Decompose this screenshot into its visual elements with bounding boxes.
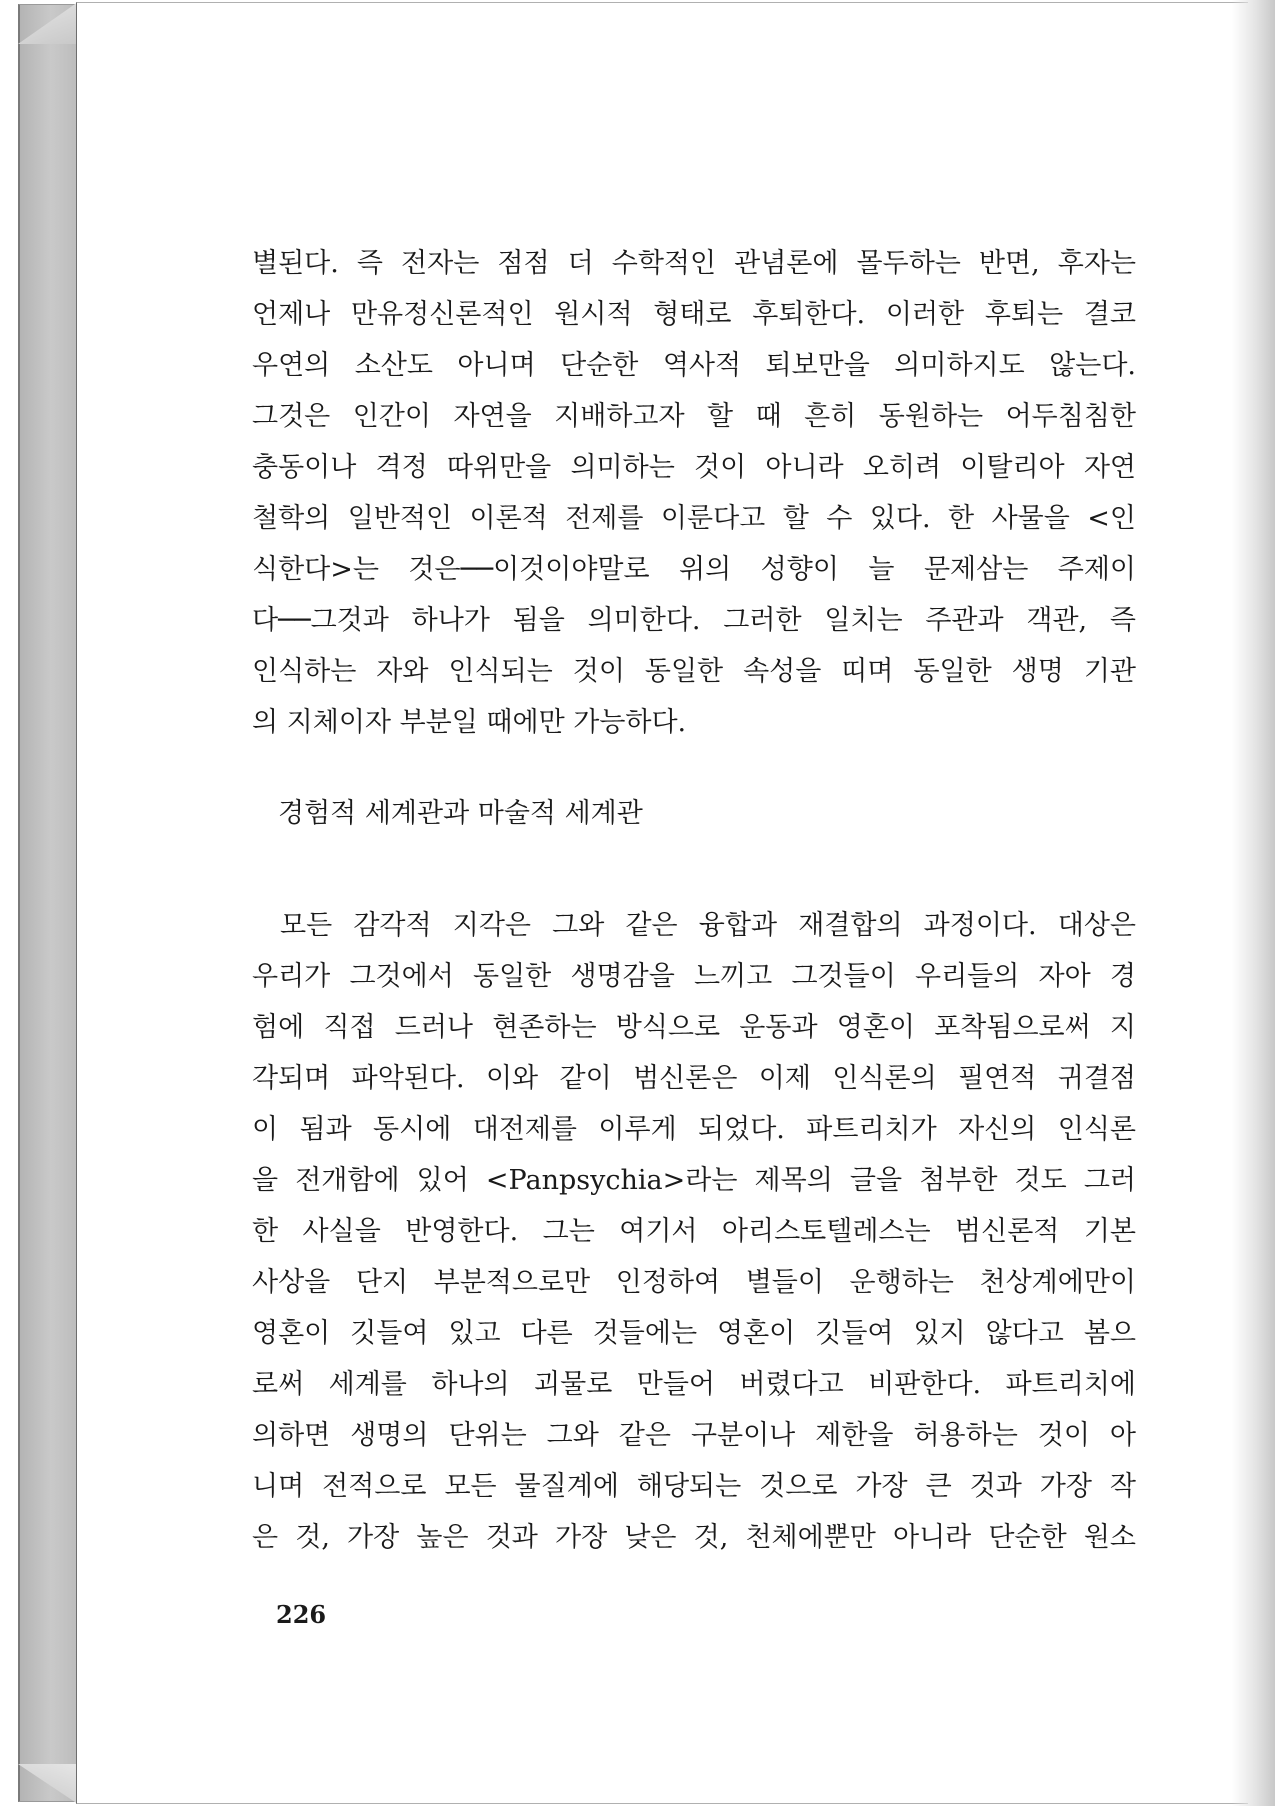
text-line: 다──그것과 하나가 됨을 의미한다. 그러한 일치는 주관과 객관, 즉 [252,605,1136,636]
page-number: 226 [276,1600,327,1629]
text-line: 영혼이 깃들여 있고 다른 것들에는 영혼이 깃들여 있지 않다고 봄으 [252,1318,1136,1349]
text-line: 우연의 소산도 아니며 단순한 역사적 퇴보만을 의미하지도 않는다. [252,350,1136,381]
text-line: 인식하는 자와 인식되는 것이 동일한 속성을 띠며 동일한 생명 기관 [252,656,1136,687]
text-line: 은 것, 가장 높은 것과 가장 낮은 것, 천체에뿐만 아니라 단순한 원소 [252,1522,1136,1553]
text-line: 험에 직접 드러나 현존하는 방식으로 운동과 영혼이 포착됨으로써 지 [252,1012,1136,1043]
text-line: 로써 세계를 하나의 괴물로 만들어 버렸다고 비판한다. 파트리치에 [252,1369,1136,1400]
text-line: 한 사실을 반영한다. 그는 여기서 아리스토텔레스는 범신론적 기본 [252,1216,1136,1247]
text-line: 충동이나 격정 따위만을 의미하는 것이 아니라 오히려 이탈리아 자연 [252,452,1136,483]
text-line: 을 전개함에 있어 <Panpsychia>라는 제목의 글을 첨부한 것도 그러 [252,1165,1136,1196]
text-line: 언제나 만유정신론적인 원시적 형태로 후퇴한다. 이러한 후퇴는 결코 [252,299,1136,330]
text-line: 식한다>는 것은──이것이야말로 위의 성향이 늘 문제삼는 주제이 [252,554,1136,585]
book-spine [18,4,76,1802]
body-paragraph-2 [252,900,1136,1563]
text-line: 니며 전적으로 모든 물질계에 해당되는 것으로 가장 큰 것과 가장 작 [252,1471,1136,1502]
section-heading: 경험적 세계관과 마술적 세계관 [278,798,643,829]
text-line: 별된다. 즉 전자는 점점 더 수학적인 관념론에 몰두하는 반면, 후자는 [252,248,1136,279]
text-line: 모든 감각적 지각은 그와 같은 융합과 재결합의 과정이다. 대상은 [280,910,1136,941]
body-paragraph-1 [252,238,1136,748]
text-line: 우리가 그것에서 동일한 생명감을 느끼고 그것들이 우리들의 자아 경 [252,961,1136,992]
text-line: 이 됨과 동시에 대전제를 이루게 되었다. 파트리치가 자신의 인식론 [252,1114,1136,1145]
text-line: 사상을 단지 부분적으로만 인정하여 별들이 운행하는 천상계에만이 [252,1267,1136,1298]
text-line: 각되며 파악된다. 이와 같이 범신론은 이제 인식론의 필연적 귀결점 [252,1063,1136,1094]
text-line: 의하면 생명의 단위는 그와 같은 구분이나 제한을 허용하는 것이 아 [252,1420,1136,1451]
text-line: 그것은 인간이 자연을 지배하고자 할 때 흔히 동원하는 어두침침한 [252,401,1136,432]
text-line: 의 지체이자 부분일 때에만 가능하다. [252,707,687,738]
text-line: 철학의 일반적인 이론적 전제를 이룬다고 할 수 있다. 한 사물을 <인 [252,503,1136,534]
page-right-shadow [1232,0,1275,1806]
